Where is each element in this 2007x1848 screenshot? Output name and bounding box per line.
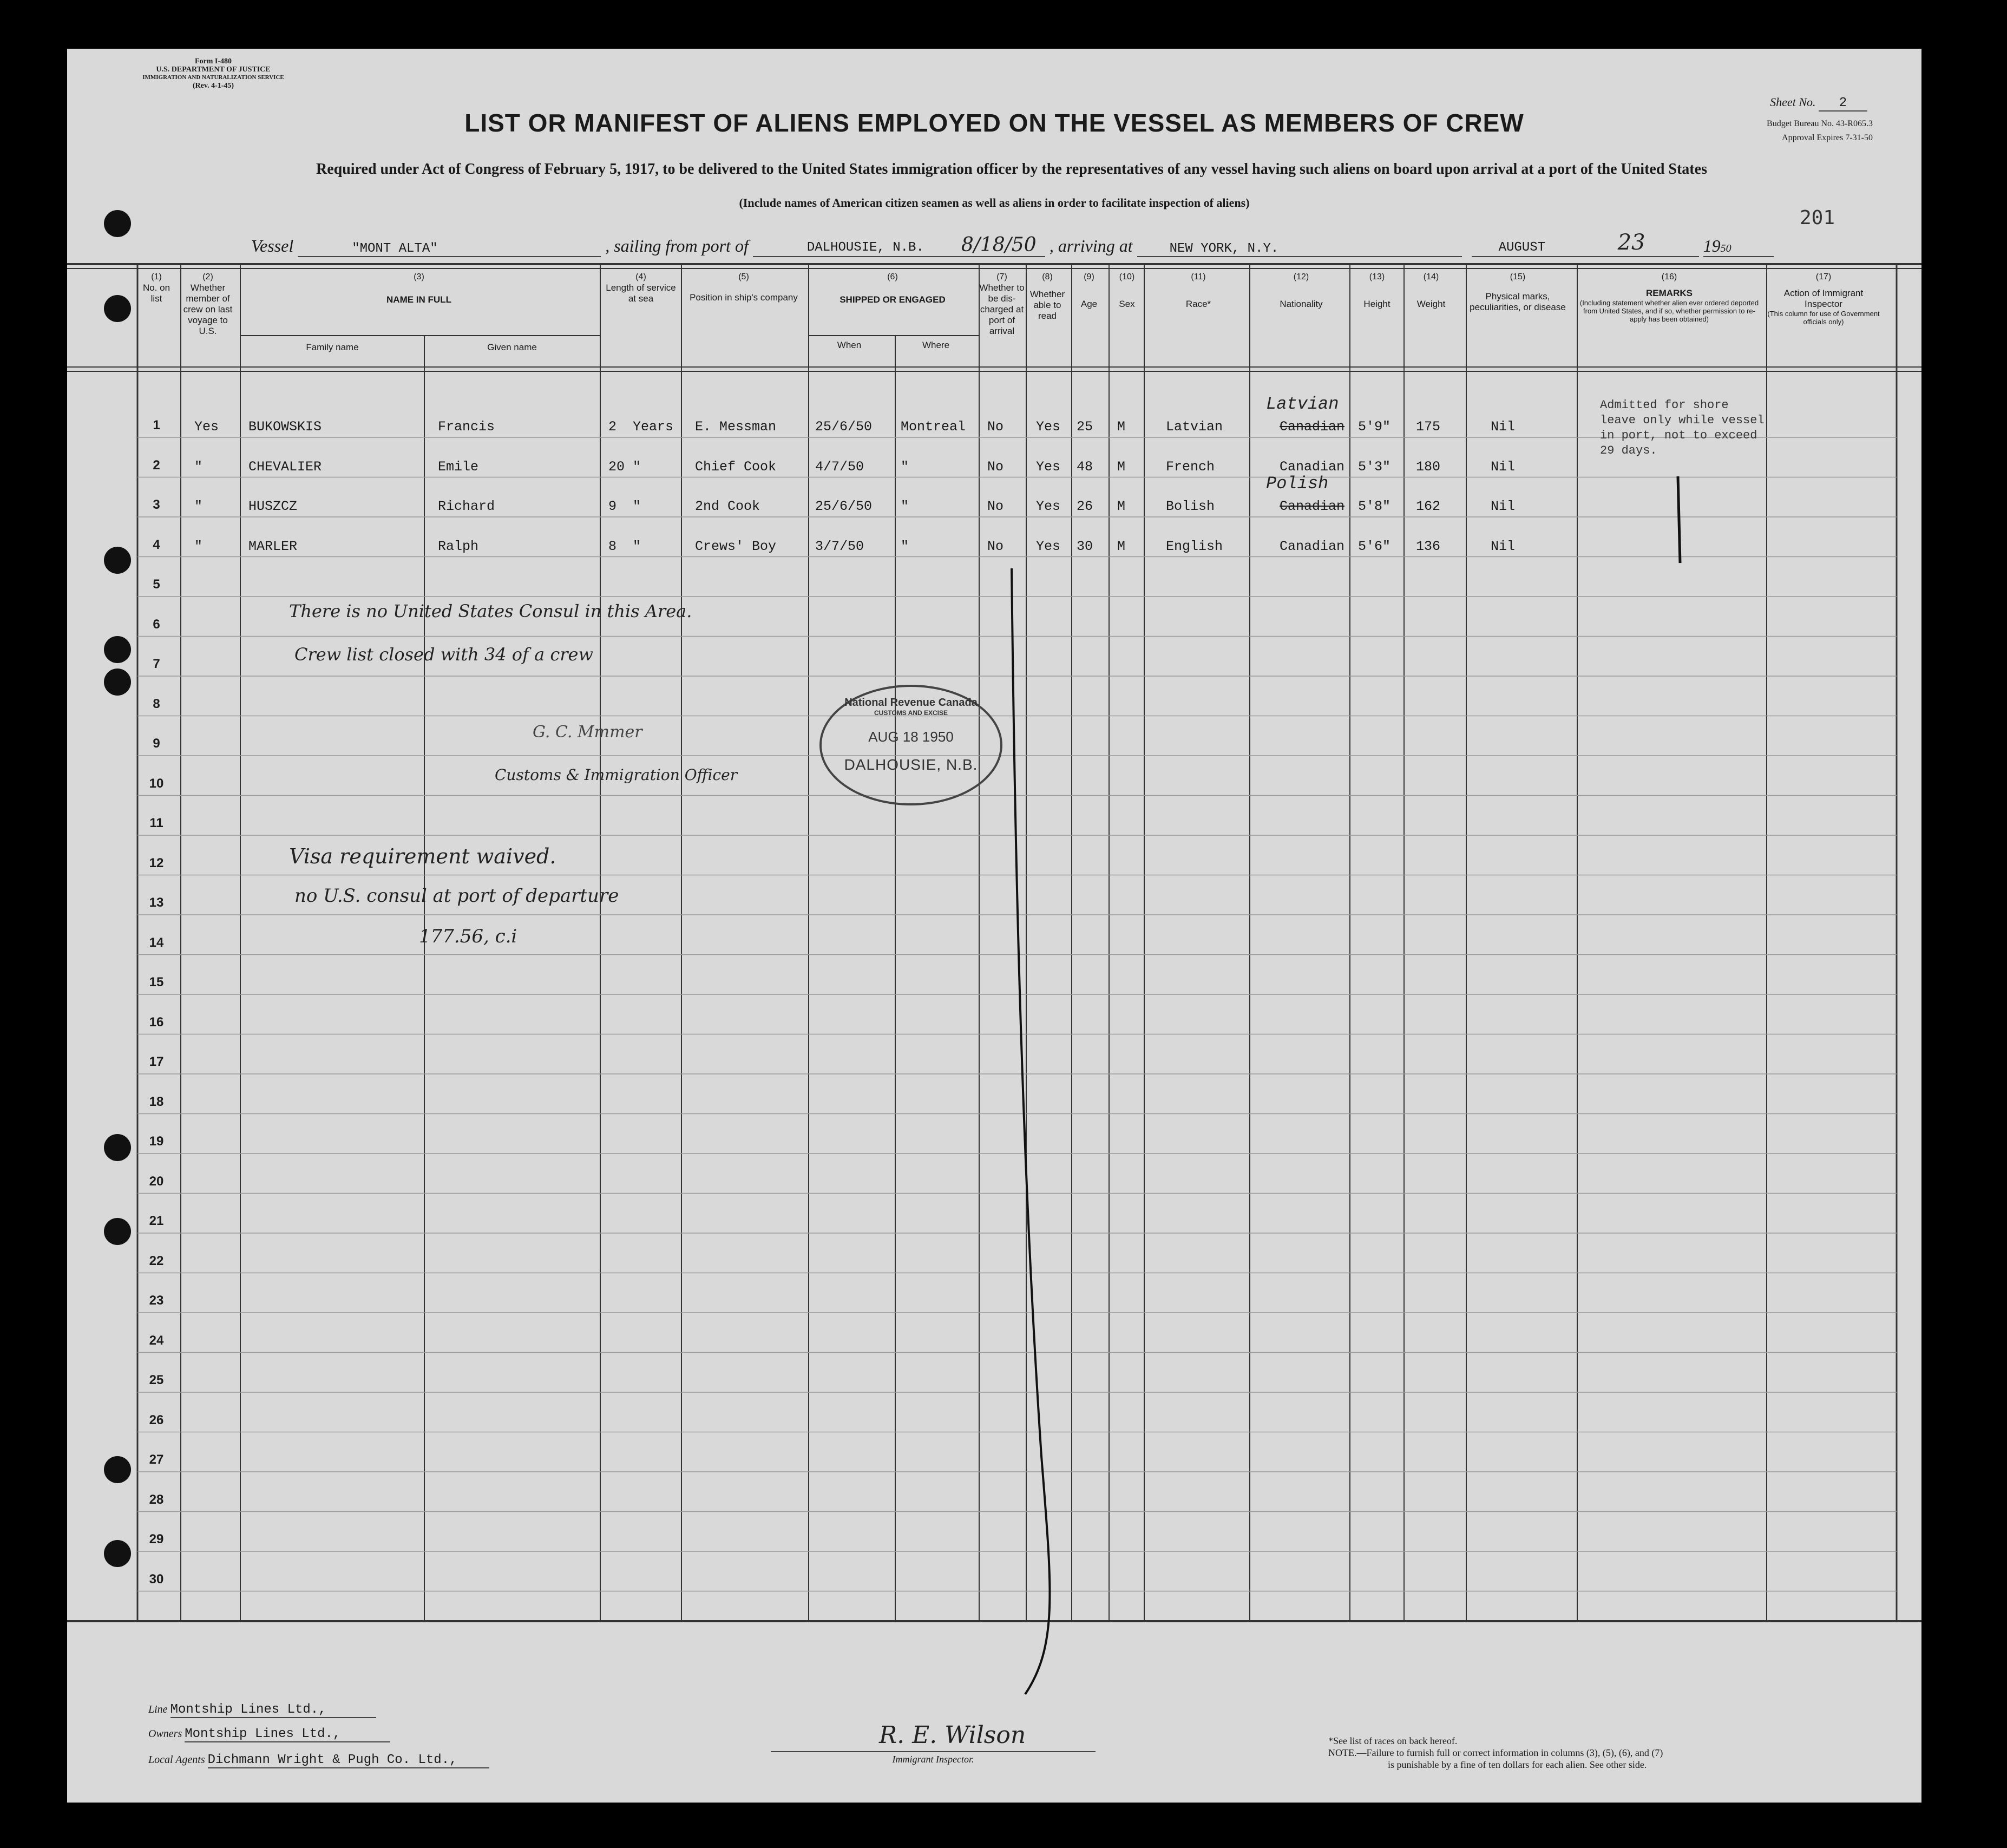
- row-number: 13: [149, 895, 164, 910]
- header-name-in-full: (3) NAME IN FULL: [386, 272, 451, 305]
- arrival-year: 1950: [1703, 236, 1774, 257]
- age-cell: 30: [1077, 538, 1093, 554]
- shipped-when-cell: 4/7/50: [815, 458, 864, 475]
- handwritten-officer-title: Customs & Immigration Officer: [495, 766, 738, 784]
- row-number: 30: [149, 1571, 164, 1587]
- ink-marks: [67, 49, 1921, 1803]
- races-note: *See list of races on back hereof.: [1328, 1735, 1458, 1746]
- service-unit-cell: ": [633, 458, 641, 475]
- header-age: (9) Age: [1080, 272, 1098, 309]
- header-weight: (14) Weight: [1416, 272, 1446, 309]
- header-race: (11) Race*: [1185, 272, 1211, 309]
- handwritten-visa-waived: Visa requirement waived.: [289, 844, 556, 868]
- row-number: 9: [153, 736, 160, 751]
- last-voyage-cell: ": [194, 499, 203, 514]
- last-voyage-cell: ": [194, 458, 203, 475]
- row-number: 12: [149, 855, 164, 870]
- penalty-note-cont: is punishable by a fine of ten dollars for each alien. See other side.: [1388, 1759, 1647, 1770]
- header-no-on-list: (1) No. on list: [142, 272, 170, 304]
- weight-cell: 180: [1416, 458, 1441, 475]
- row-number: 18: [149, 1094, 164, 1109]
- position-cell: Crews' Boy: [695, 538, 777, 554]
- race-cell: English: [1166, 538, 1223, 554]
- handwritten-nationality: Latvian: [1266, 394, 1339, 414]
- height-cell: 5'9": [1358, 419, 1391, 435]
- remarks-text: Admitted for shore leave only while vessel in port, not to exceed 29 days.: [1600, 398, 1765, 457]
- header-last-voyage: (2) Whether member of crew on last voyage to U.S.: [183, 272, 233, 336]
- nationality-cell: Canadian: [1280, 458, 1345, 475]
- weight-cell: 175: [1416, 419, 1441, 435]
- handwritten-no-consul: no U.S. consul at port of departure: [294, 885, 619, 907]
- subtitle-note: (Include names of American citizen seamen as well as aliens in order to facilitate inspection of aliens): [739, 196, 1250, 209]
- handwritten-date: 8/18/50: [961, 234, 1037, 256]
- officer-signature: G. C. Mmmer: [533, 723, 642, 742]
- shipped-where-cell: Montreal: [901, 419, 966, 435]
- service-unit-cell: Years: [633, 419, 674, 435]
- service-unit-cell: ": [633, 499, 641, 514]
- row-number: 10: [149, 776, 164, 791]
- inspector-signature: R. E. Wilson: [879, 1721, 1026, 1749]
- row-number: 15: [149, 975, 164, 989]
- arrival-month: AUGUST: [1498, 240, 1546, 255]
- sheet-number-value: 2: [1819, 96, 1867, 112]
- form-number: Form I-480: [194, 57, 232, 65]
- discharged-cell: No: [987, 499, 1004, 514]
- service-length-cell: 8: [608, 538, 617, 554]
- row-number: 19: [149, 1134, 164, 1149]
- sheet-number: Sheet No. 2: [1770, 95, 1867, 112]
- row-number: 21: [149, 1214, 164, 1228]
- given-name-cell: Richard: [438, 499, 495, 514]
- given-name-cell: Emile: [438, 458, 479, 475]
- age-cell: 48: [1077, 458, 1093, 475]
- revision: (Rev. 4-1-45): [192, 82, 234, 90]
- age-cell: 25: [1077, 419, 1093, 435]
- row-number: 8: [153, 696, 160, 711]
- row-number: 27: [149, 1452, 164, 1467]
- family-name-cell: BUKOWSKIS: [248, 419, 322, 435]
- header-shipped-or-engaged: (6) SHIPPED OR ENGAGED: [839, 272, 946, 305]
- service-length-cell: 20: [608, 458, 625, 475]
- discharged-cell: No: [987, 458, 1004, 475]
- inspector-label: Immigrant Inspector.: [892, 1754, 974, 1765]
- given-name-cell: Ralph: [438, 538, 479, 554]
- service-length-cell: 2: [608, 419, 617, 435]
- header-action-of-inspector: (17) Action of Immigrant Inspector (This column for use of Government officials only): [1767, 272, 1880, 326]
- footer-local-agents: Local Agents Dichmann Wright & Pugh Co. Ltd.,: [148, 1753, 489, 1768]
- stamped-number: 201: [1799, 207, 1835, 229]
- shipped-when-cell: 3/7/50: [815, 538, 864, 554]
- row-number: 11: [149, 816, 163, 830]
- height-cell: 5'3": [1358, 458, 1391, 475]
- position-cell: Chief Cook: [695, 458, 777, 475]
- able-to-read-cell: Yes: [1036, 538, 1061, 554]
- service-length-cell: 9: [608, 499, 617, 514]
- header-length-of-service: (4) Length of service at sea: [606, 272, 676, 304]
- department: U.S. DEPARTMENT OF JUSTICE: [156, 65, 271, 74]
- row-number: 4: [153, 537, 160, 552]
- weight-cell: 136: [1416, 538, 1441, 554]
- shipped-where-cell: ": [901, 538, 909, 554]
- physical-marks-cell: Nil: [1491, 538, 1516, 554]
- row-number: 20: [149, 1174, 164, 1189]
- departure-port: DALHOUSIE, N.B.: [806, 240, 924, 255]
- shipped-when-cell: 25/6/50: [815, 499, 873, 514]
- sex-cell: M: [1117, 419, 1126, 435]
- given-name-cell: Francis: [438, 419, 495, 435]
- family-name-cell: MARLER: [248, 538, 298, 554]
- physical-marks-cell: Nil: [1491, 458, 1516, 475]
- shipped-where-cell: ": [901, 458, 909, 475]
- handwritten-consul-note: There is no United States Consul in this Area.: [289, 601, 692, 621]
- subtitle: Required under Act of Congress of February 5, 1917, to be delivered to the United States immigration officer by the representatives of any vessel having such aliens on board upon arrival at a port of the United States: [316, 161, 1707, 178]
- row-number: 14: [149, 935, 164, 950]
- header-position: (5) Position in ship's company: [690, 272, 798, 303]
- service-unit-cell: ": [633, 538, 641, 554]
- row-number: 23: [149, 1293, 164, 1308]
- page-title: LIST OR MANIFEST OF ALIENS EMPLOYED ON THE VESSEL AS MEMBERS OF CREW: [464, 109, 1524, 137]
- last-voyage-cell: Yes: [194, 419, 219, 435]
- sex-cell: M: [1117, 458, 1126, 475]
- able-to-read-cell: Yes: [1036, 419, 1061, 435]
- nationality-cell: Canadian: [1280, 538, 1345, 554]
- vessel-name: "MONT ALTA": [298, 241, 601, 257]
- physical-marks-cell: Nil: [1491, 419, 1516, 435]
- header-when: When: [837, 340, 862, 350]
- manifest-sheet: [67, 49, 1921, 1803]
- height-cell: 5'8": [1358, 499, 1391, 514]
- row-number: 28: [149, 1492, 164, 1507]
- row-number: 24: [149, 1333, 164, 1348]
- header-discharged: (7) Whether to be dis-charged at port of arrival: [979, 272, 1025, 336]
- footer-line: Line Montship Lines Ltd.,: [148, 1702, 376, 1718]
- header-height: (13) Height: [1363, 272, 1391, 309]
- header-given-name: Given name: [487, 342, 537, 352]
- height-cell: 5'6": [1358, 538, 1391, 554]
- row-number: 29: [149, 1532, 164, 1546]
- header-where: Where: [922, 340, 950, 350]
- handwritten-nationality: Polish: [1266, 474, 1329, 494]
- family-name-cell: CHEVALIER: [248, 458, 322, 475]
- row-number: 25: [149, 1373, 164, 1387]
- able-to-read-cell: Yes: [1036, 458, 1061, 475]
- row-number: 1: [153, 418, 160, 432]
- row-number: 17: [149, 1054, 164, 1069]
- able-to-read-cell: Yes: [1036, 499, 1061, 514]
- budget-bureau: Budget Bureau No. 43-R065.3: [1767, 119, 1873, 128]
- arrival-port: NEW YORK, N.Y.: [1137, 241, 1462, 257]
- row-number: 2: [153, 457, 160, 473]
- row-number: 5: [153, 577, 160, 592]
- position-cell: 2nd Cook: [695, 499, 760, 514]
- vessel-line: Vessel "MONT ALTA" , sailing from port of DALHOUSIE, N.B. 8/18/50 , arriving at NEW YORK, N.Y. AUGUST 23 1950: [251, 236, 1774, 257]
- race-cell: Bolish: [1166, 499, 1215, 514]
- handwritten-code: 177.56, c.i: [419, 926, 517, 947]
- handwritten-crew-list-note: Crew list closed with 34 of a crew: [294, 644, 593, 665]
- header-family-name: Family name: [306, 342, 359, 352]
- row-number: 7: [153, 657, 160, 671]
- last-voyage-cell: ": [194, 538, 203, 554]
- arrival-day: 23: [1617, 230, 1645, 255]
- age-cell: 26: [1077, 499, 1093, 514]
- physical-marks-cell: Nil: [1491, 499, 1516, 514]
- nationality-cell: Canadian: [1280, 499, 1345, 514]
- header-remarks: (16) REMARKS (Including statement whether alien ever ordered deported from United States, and if so, whether permission to re-apply has been obtained): [1579, 272, 1759, 323]
- row-number: 26: [149, 1412, 164, 1427]
- row-number: 16: [149, 1014, 164, 1030]
- row-number: 6: [153, 617, 160, 632]
- service-name: IMMIGRATION AND NATURALIZATION SERVICE: [142, 74, 284, 81]
- footer-owners: Owners Montship Lines Ltd.,: [148, 1727, 390, 1742]
- sex-cell: M: [1117, 538, 1126, 554]
- sex-cell: M: [1117, 499, 1126, 514]
- penalty-note: NOTE.—Failure to furnish full or correct information in columns (3), (5), (6), and (7): [1328, 1747, 1663, 1758]
- nationality-cell: Canadian: [1280, 419, 1345, 435]
- approval-expires: Approval Expires 7-31-50: [1782, 133, 1873, 142]
- race-cell: French: [1166, 458, 1215, 475]
- header-sex: (10) Sex: [1119, 272, 1135, 309]
- shipped-when-cell: 25/6/50: [815, 419, 873, 435]
- header-able-to-read: (8) Whether able to read: [1029, 272, 1065, 321]
- row-number: 3: [153, 497, 160, 512]
- race-cell: Latvian: [1166, 419, 1223, 435]
- shipped-where-cell: ": [901, 499, 909, 514]
- header-nationality: (12) Nationality: [1280, 272, 1323, 309]
- customs-stamp: National Revenue Canada CUSTOMS AND EXCISE AUG 18 1950 DALHOUSIE, N.B.: [819, 685, 1002, 805]
- discharged-cell: No: [987, 538, 1004, 554]
- header-physical-marks: (15) Physical marks, peculiarities, or disease: [1470, 272, 1566, 312]
- family-name-cell: HUSZCZ: [248, 499, 298, 514]
- position-cell: E. Messman: [695, 419, 777, 435]
- weight-cell: 162: [1416, 499, 1441, 514]
- discharged-cell: No: [987, 419, 1004, 435]
- row-number: 22: [149, 1253, 164, 1268]
